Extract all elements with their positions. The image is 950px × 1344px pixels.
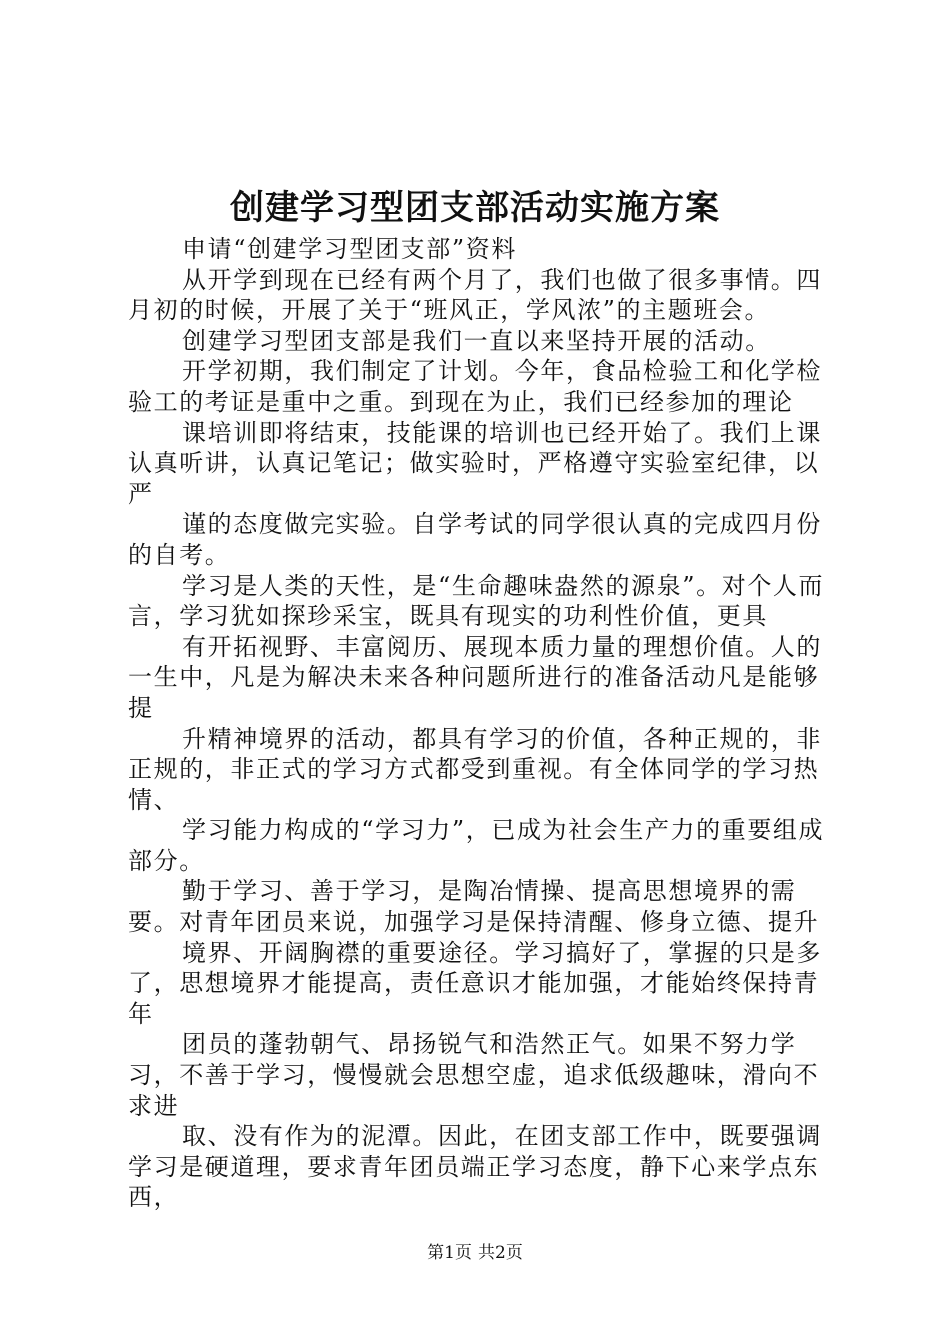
paragraph: 申请“创建学习型团支部”资料 [182, 235, 517, 263]
paragraph: 学习是人类的天性，是“生命趣味盎然的源泉”。对个人而言，学习犹如探珍采宝，既具有现实的功利性价值，更具 [128, 571, 825, 631]
paragraph: 创建学习型团支部是我们一直以来坚持开展的活动。 [182, 326, 771, 355]
paragraph: 团员的蓬勃朝气、昂扬锐气和浩然正气。如果不努力学习，不善于学习，慢慢就会思想空虚，追求低级趣味，滑向不求进 [128, 1030, 820, 1120]
page-number-current: 第1页 [427, 1243, 472, 1263]
document-body [128, 234, 833, 1213]
paragraph: 学习能力构成的“学习力”，已成为社会生产力的重要组成部分。 [128, 816, 825, 875]
paragraph: 开学初期，我们制定了计划。今年，食品检验工和化学检验工的考证是重中之重。到现在为止，我们已经参加的理论 [128, 357, 822, 416]
page-number-total: 共2页 [478, 1243, 523, 1263]
paragraph: 从开学到现在已经有两个月了，我们也做了很多事情。四月初的时候，开展了关于“班风正，学风浓”的主题班会。 [128, 265, 822, 325]
paragraph: 有开拓视野、丰富阅历、展现本质力量的理想价值。人的一生中，凡是为解决未来各种问题所进行的准备活动凡是能够提 [128, 632, 822, 722]
paragraph: 境界、开阔胸襟的重要途径。学习搞好了，掌握的只是多了，思想境界才能提高，责任意识才能加强，才能始终保持青年 [128, 938, 822, 1028]
paragraph: 勤于学习、善于学习，是陶冶情操、提高思想境界的需要。对青年团员来说，加强学习是保持清醒、修身立德、提升 [128, 877, 820, 937]
document-title: 创建学习型团支部活动实施方案 [230, 188, 720, 228]
paragraph: 取、没有作为的泥潭。因此，在团支部工作中，既要强调学习是硬道理，要求青年团员端正学习态度，静下心来学点东西， [128, 1122, 822, 1212]
paragraph: 谨的态度做完实验。自学考试的同学很认真的完成四月份的自考。 [128, 510, 822, 569]
page-footer [0, 1241, 950, 1265]
paragraph: 升精神境界的活动，都具有学习的价值，各种正规的，非正规的，非正式的学习方式都受到重视。有全体同学的学习热情、 [128, 724, 822, 814]
paragraph: 课培训即将结束，技能课的培训也已经开始了。我们上课认真听讲，认真记笔记；做实验时，严格遵守实验室纪律，以严 [128, 418, 822, 508]
